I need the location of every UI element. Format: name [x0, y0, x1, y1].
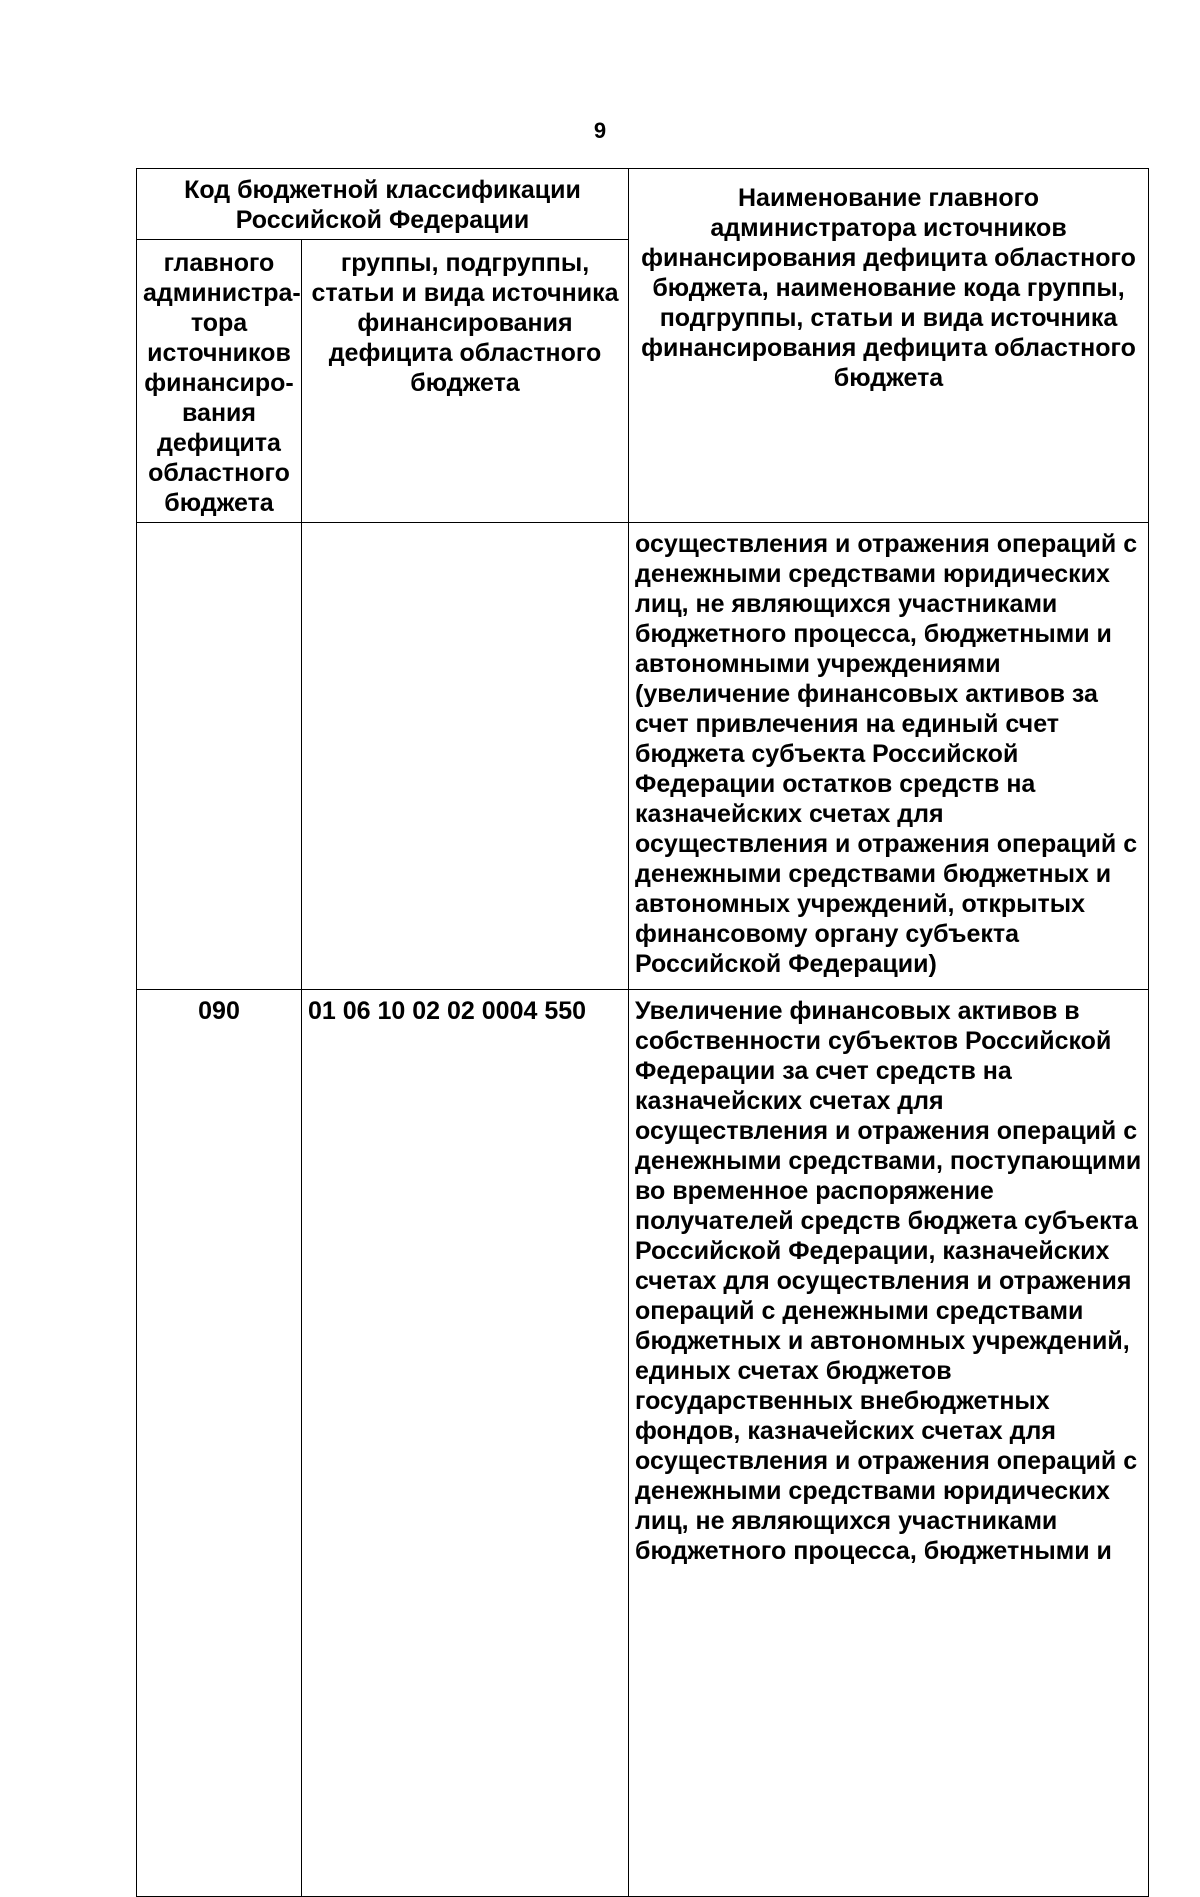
table-header-row [137, 169, 1149, 240]
table-row [137, 523, 1149, 990]
header-code-classification: Код бюджетной классификации Российской Федерации [137, 169, 629, 240]
page-number: 9 [593, 118, 607, 143]
budget-classification-table [136, 168, 1149, 1897]
cell-name: Увеличение финансовых активов в собственности субъектов Российской Федерации за счет средств на казначейских счетах для осуществления и отражения операций с денежными средствами, поступающими во временное распоряжение получателей средств бюджета субъекта Российской Федерации, казначейских счетах для осуществления и отражения операций с денежными средствами бюджетных и автономных учреждений, единых счетах бюджетов государственных внебюджетных фондов, казначейских счетах для осуществления и отражения операций с денежными средствами юридических лиц, не являющихся участниками бюджетного процесса, бюджетными и [629, 990, 1149, 1897]
header-admin-column: главного администра-тора источников финансиро-вания дефицита областного бюджета [137, 240, 302, 523]
cell-admin-code [137, 523, 302, 990]
cell-group-code: 01 06 10 02 02 0004 550 [302, 990, 629, 1897]
cell-name: осуществления и отражения операций с денежными средствами юридических лиц, не являющихся участниками бюджетного процесса, бюджетными и автономными учреждениями (увеличение финансовых активов за счет привлечения на единый счет бюджета субъекта Российской Федерации остатков средств на казначейских счетах для осуществления и отражения операций с денежными средствами бюджетных и автономных учреждений, открытых финансовому органу субъекта Российской Федерации) [629, 523, 1149, 990]
table-row [137, 990, 1149, 1897]
cell-admin-code: 090 [137, 990, 302, 1897]
header-name-column: Наименование главного администратора источников финансирования дефицита областного бюджета, наименование кода группы, подгруппы, статьи и вида источника финансирования дефицита областного бюджета [629, 169, 1149, 523]
cell-group-code [302, 523, 629, 990]
header-group-column: группы, подгруппы, статьи и вида источника финансирования дефицита областного бюджета [302, 240, 629, 523]
